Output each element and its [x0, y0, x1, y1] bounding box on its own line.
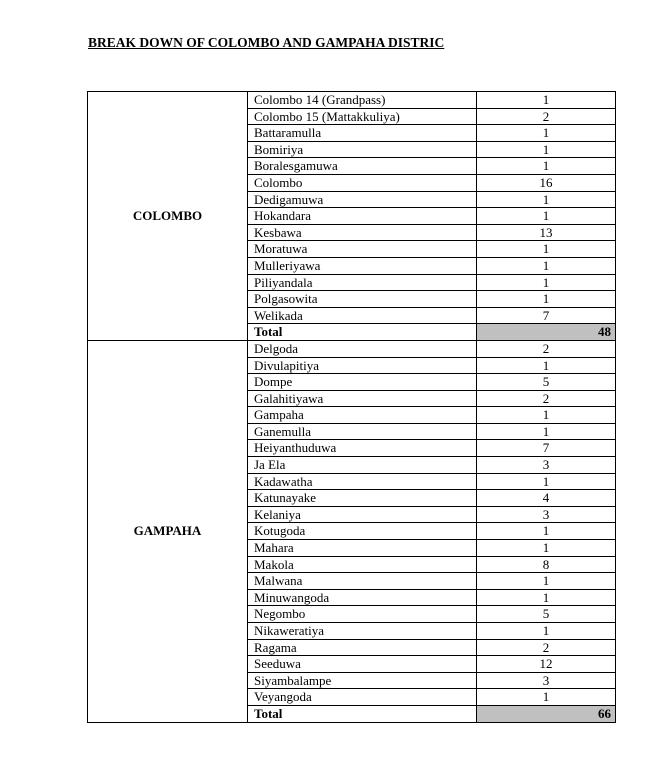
place-count: 1	[477, 589, 616, 606]
place-name: Polgasowita	[248, 291, 477, 308]
place-name: Delgoda	[248, 340, 477, 357]
place-name: Boralesgamuwa	[248, 158, 477, 175]
place-name: Ja Ela	[248, 457, 477, 474]
place-name: Battaramulla	[248, 125, 477, 142]
place-name: Colombo 15 (Mattakkuliya)	[248, 108, 477, 125]
total-value: 48	[477, 324, 616, 341]
place-count: 1	[477, 573, 616, 590]
place-count: 4	[477, 490, 616, 507]
place-name: Katunayake	[248, 490, 477, 507]
place-count: 7	[477, 307, 616, 324]
place-count: 1	[477, 523, 616, 540]
place-name: Colombo	[248, 174, 477, 191]
place-count: 8	[477, 556, 616, 573]
table-row	[88, 92, 616, 109]
district-name: COLOMBO	[88, 92, 248, 341]
document-title: BREAK DOWN OF COLOMBO AND GAMPAHA DISTRIC	[88, 35, 445, 50]
place-name: Seeduwa	[248, 656, 477, 673]
place-count: 1	[477, 208, 616, 225]
place-count: 1	[477, 540, 616, 557]
place-name: Dedigamuwa	[248, 191, 477, 208]
place-count: 1	[477, 423, 616, 440]
place-count: 1	[477, 291, 616, 308]
place-count: 2	[477, 639, 616, 656]
place-name: Gampaha	[248, 407, 477, 424]
table-row	[88, 340, 616, 357]
place-name: Kotugoda	[248, 523, 477, 540]
place-name: Kelaniya	[248, 506, 477, 523]
place-name: Minuwangoda	[248, 589, 477, 606]
place-name: Galahitiyawa	[248, 390, 477, 407]
district-breakdown-table	[87, 91, 616, 723]
place-name: Moratuwa	[248, 241, 477, 258]
place-count: 1	[477, 473, 616, 490]
total-label: Total	[248, 324, 477, 341]
place-count: 1	[477, 158, 616, 175]
place-count: 13	[477, 224, 616, 241]
total-value: 66	[477, 705, 616, 722]
place-count: 1	[477, 241, 616, 258]
place-count: 3	[477, 506, 616, 523]
place-count: 1	[477, 357, 616, 374]
place-name: Kadawatha	[248, 473, 477, 490]
place-name: Divulapitiya	[248, 357, 477, 374]
place-name: Piliyandala	[248, 274, 477, 291]
place-count: 1	[477, 92, 616, 109]
district-name: GAMPAHA	[88, 340, 248, 722]
place-name: Siyambalampe	[248, 672, 477, 689]
place-count: 1	[477, 257, 616, 274]
place-name: Kesbawa	[248, 224, 477, 241]
place-count: 7	[477, 440, 616, 457]
place-count: 3	[477, 457, 616, 474]
place-name: Veyangoda	[248, 689, 477, 706]
place-name: Heiyanthuduwa	[248, 440, 477, 457]
place-count: 1	[477, 141, 616, 158]
place-name: Ganemulla	[248, 423, 477, 440]
place-count: 1	[477, 623, 616, 640]
total-label: Total	[248, 705, 477, 722]
place-count: 1	[477, 274, 616, 291]
place-name: Colombo 14 (Grandpass)	[248, 92, 477, 109]
place-name: Nikaweratiya	[248, 623, 477, 640]
place-name: Bomiriya	[248, 141, 477, 158]
place-name: Dompe	[248, 374, 477, 391]
place-count: 1	[477, 689, 616, 706]
place-count: 2	[477, 390, 616, 407]
place-name: Malwana	[248, 573, 477, 590]
place-count: 5	[477, 606, 616, 623]
place-name: Makola	[248, 556, 477, 573]
place-count: 1	[477, 407, 616, 424]
place-count: 3	[477, 672, 616, 689]
place-count: 5	[477, 374, 616, 391]
place-name: Hokandara	[248, 208, 477, 225]
place-count: 2	[477, 108, 616, 125]
place-name: Negombo	[248, 606, 477, 623]
place-count: 1	[477, 191, 616, 208]
place-count: 12	[477, 656, 616, 673]
place-name: Ragama	[248, 639, 477, 656]
place-count: 2	[477, 340, 616, 357]
place-count: 16	[477, 174, 616, 191]
place-name: Mulleriyawa	[248, 257, 477, 274]
place-name: Mahara	[248, 540, 477, 557]
place-count: 1	[477, 125, 616, 142]
place-name: Welikada	[248, 307, 477, 324]
